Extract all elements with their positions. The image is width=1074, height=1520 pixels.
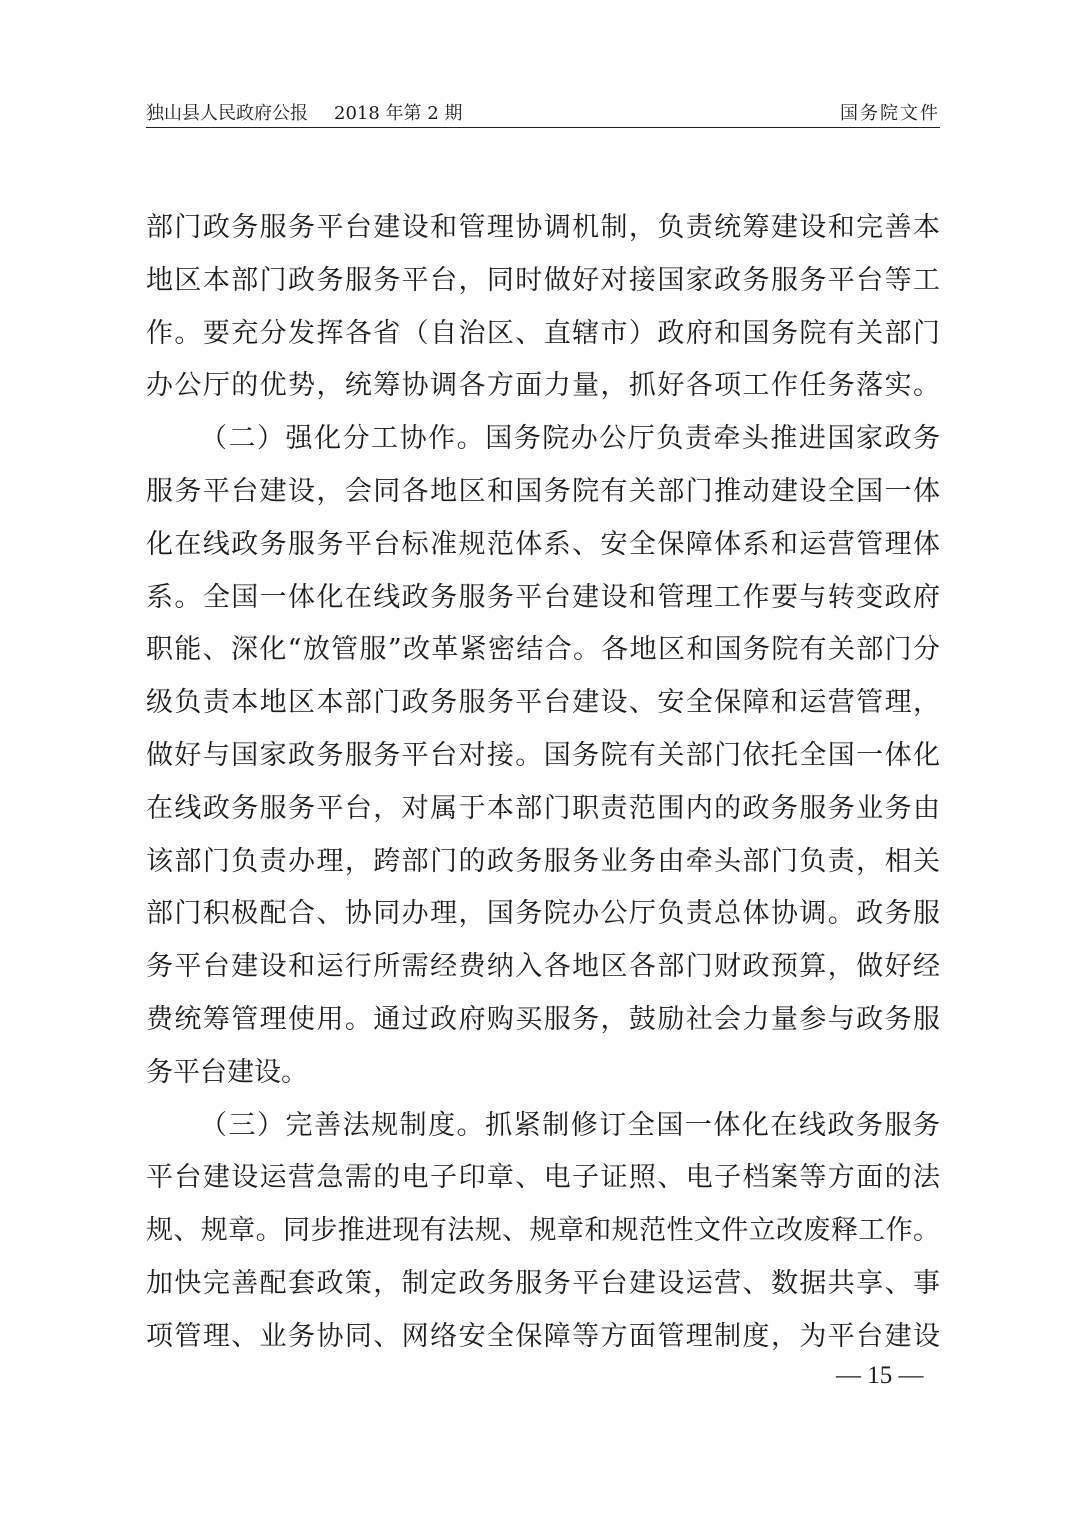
running-header bbox=[146, 100, 940, 128]
body-line: 平台建设运营急需的电子印章、电子证照、电子档案等方面的法 bbox=[146, 1162, 940, 1194]
issue-label: 2018 年第 2 期 bbox=[334, 103, 463, 124]
body-line: 项管理、业务协同、网络安全保障等方面管理制度，为平台建设 bbox=[146, 1320, 940, 1352]
body-line: 该部门负责办理，跨部门的政务服务业务由牵头部门负责，相关 bbox=[146, 845, 940, 877]
body-line: 部门政务服务平台建设和管理协调机制，负责统筹建设和完善本 bbox=[146, 212, 940, 243]
body-line: 地区本部门政务服务平台，同时做好对接国家政务服务平台等工 bbox=[146, 264, 940, 296]
body-line: 规、规章。同步推进现有法规、规章和规范性文件立改废释工作。 bbox=[146, 1215, 940, 1247]
paragraph-heading-line: （三）完善法规制度。抓紧制修订全国一体化在线政务服务 bbox=[200, 1109, 940, 1141]
body-line: 办公厅的优势，统筹协调各方面力量，抓好各项工作任务落实。 bbox=[146, 370, 940, 402]
body-line: 级负责本地区本部门政务服务平台建设、安全保障和运营管理， bbox=[146, 687, 940, 719]
body-line: 职能、深化“放管服”改革紧密结合。各地区和国务院有关部门分 bbox=[146, 634, 940, 666]
body-line: 务平台建设和运行所需经费纳入各地区各部门财政预算，做好经 bbox=[146, 951, 940, 983]
body-line: 在线政务服务平台，对属于本部门职责范围内的政务服务业务由 bbox=[146, 792, 940, 824]
body-line: 化在线政务服务平台标准规范体系、安全保障体系和运营管理体 bbox=[146, 528, 940, 560]
paragraph-heading-line: （二）强化分工协作。国务院办公厅负责牵头推进国家政务 bbox=[200, 423, 940, 455]
publication-title: 独山县人民政府公报 bbox=[146, 103, 308, 124]
body-line: 系。全国一体化在线政务服务平台建设和管理工作要与转变政府 bbox=[146, 581, 940, 613]
body-line: 服务平台建设，会同各地区和国务院有关部门推动建设全国一体 bbox=[146, 475, 940, 507]
body-line: 作。要充分发挥各省（自治区、直辖市）政府和国务院有关部门 bbox=[146, 317, 940, 349]
body-line: 做好与国家政务服务平台对接。国务院有关部门依托全国一体化 bbox=[146, 739, 940, 771]
document-body bbox=[146, 202, 940, 1364]
body-line: 费统筹管理使用。通过政府购买服务，鼓励社会力量参与政务服 bbox=[146, 1003, 940, 1035]
header-divider bbox=[146, 127, 940, 128]
header-left bbox=[146, 100, 462, 128]
page-number: — 15 — bbox=[836, 1362, 924, 1389]
section-label: 国务院文件 bbox=[840, 103, 940, 124]
body-line: 部门积极配合、协同办理，国务院办公厅负责总体协调。政务服 bbox=[146, 898, 940, 930]
body-line: 加快完善配套政策，制定政务服务平台建设运营、数据共享、事 bbox=[146, 1267, 940, 1299]
body-line: 务平台建设。 bbox=[146, 1056, 308, 1088]
